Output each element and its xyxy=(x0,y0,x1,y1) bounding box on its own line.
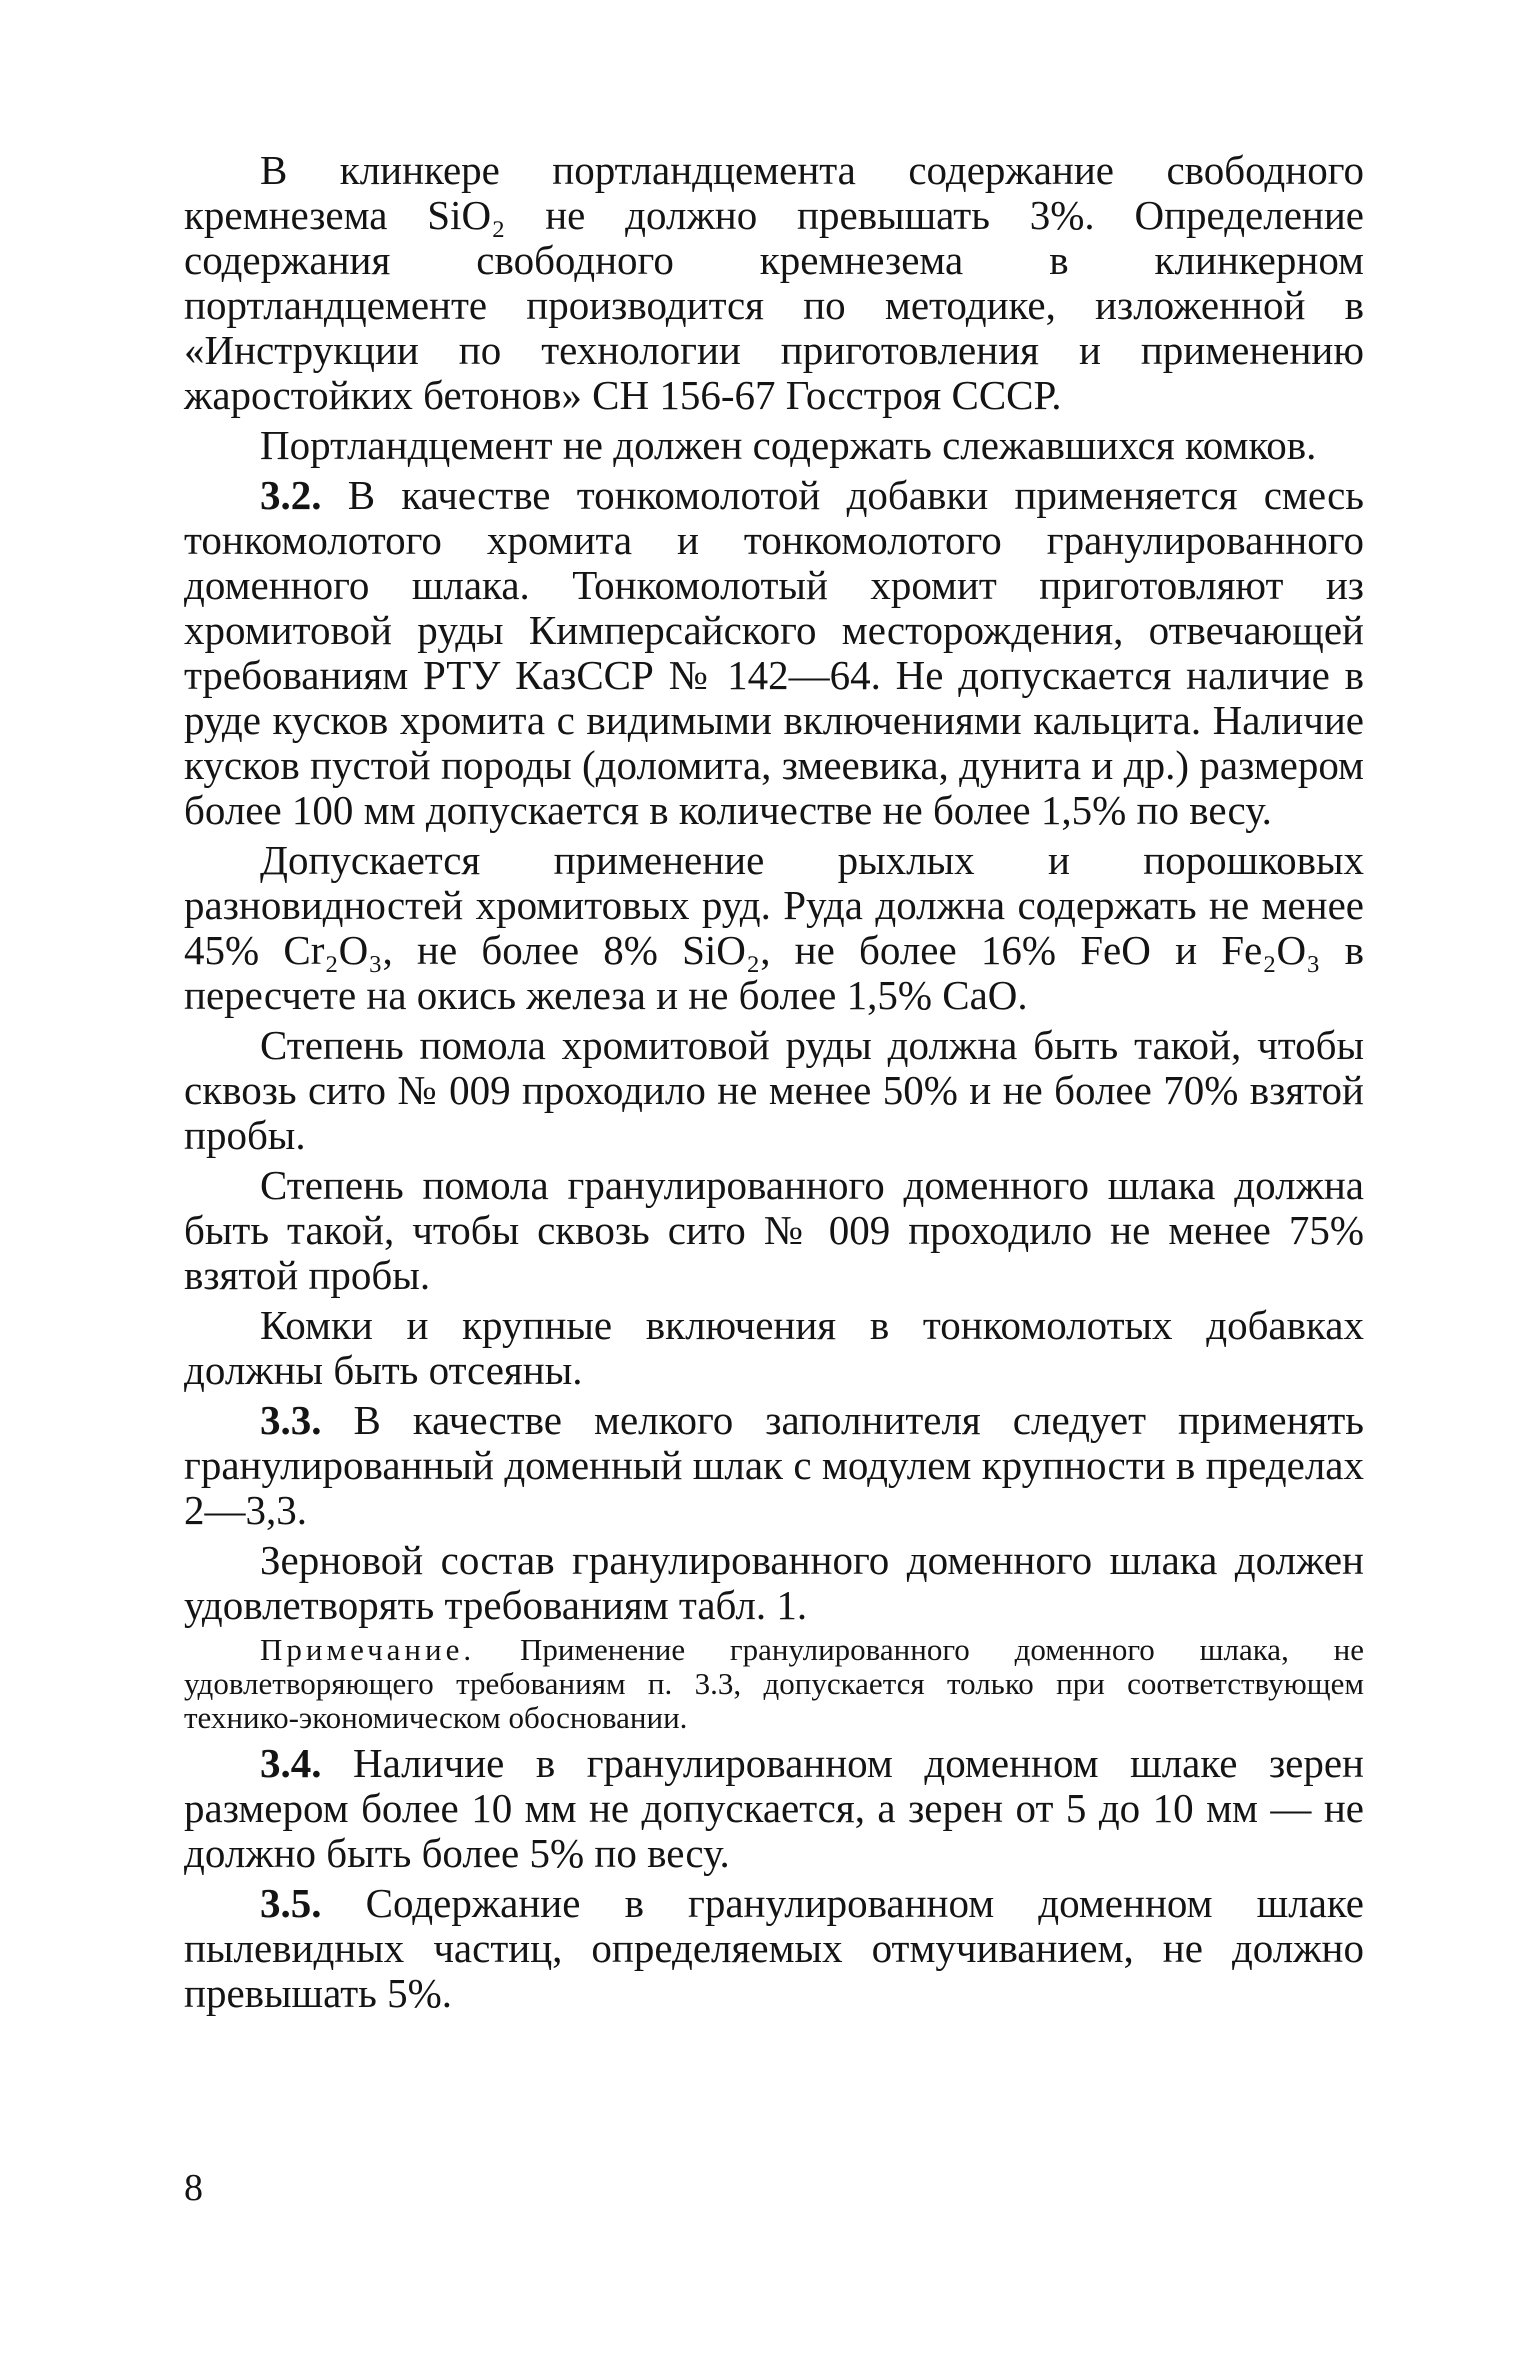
page-body xyxy=(184,148,1364,2021)
page-number: 8 xyxy=(184,2167,203,2209)
paragraph-3-4 xyxy=(184,1741,1364,1876)
note-text: Применение гранулированного доменного шлака, не удовлетворяющего требованиям п. 3.3, допускается только при соответствующем технико-экономическом обосновании. xyxy=(184,1632,1364,1735)
paragraph-3-2 xyxy=(184,473,1364,833)
paragraph-3-3 xyxy=(184,1398,1364,1533)
paragraph-sieving: Комки и крупные включения в тонкомолотых добавках должны быть отсеяны. xyxy=(184,1302,1364,1393)
paragraph-ore-composition: Допускается применение рыхлых и порошковых разновидностей хромитовых руд. Руда должна содержать не менее 45% Cr₂O₃, не более 8% SiO₂, не более 16% FeO и Fe₂O₃ в пересчете на окись железа и не более 1,5% CaO. xyxy=(184,837,1364,1018)
note-label: Примечание. xyxy=(260,1632,476,1667)
clause-number-3-5: 3.5. xyxy=(260,1880,322,1926)
clause-text-3-3: В качестве мелкого заполнителя следует применять гранулированный доменный шлак с модулем крупности в пределах 2—3,3. xyxy=(184,1397,1364,1533)
paragraph-clinker-silica: В клинкере портландцемента содержание свободного кремнезема SiO₂ не должно превышать 3%. Определение содержания свободного кремнезема в клинкерном портландцементе производится по методике, изложенной в «Инструкции по технологии приготовления и применению жаростойких бетонов» СН 156-67 Госстроя СССР. xyxy=(184,147,1364,418)
paragraph-slag-grinding: Степень помола гранулированного доменного шлака должна быть такой, чтобы сквозь сито № 009 проходило не менее 75% взятой пробы. xyxy=(184,1162,1364,1298)
clause-number-3-4: 3.4. xyxy=(260,1740,322,1786)
clause-number-3-2: 3.2. xyxy=(260,472,322,518)
clause-number-3-3: 3.3. xyxy=(260,1397,322,1443)
clause-text-3-2: В качестве тонкомолотой добавки применяется смесь тонкомолотого хромита и тонкомолотого гранулированного доменного шлака. Тонкомолотый хромит приготовляют из хромитовой руды Кимперсайского месторождения, отвечающей требованиям РТУ КазССР № 142—64. Не допускается наличие в руде кусков хромита с видимыми включениями кальцита. Наличие кусков пустой породы (доломита, змеевика, дунита и др.) размером более 100 мм допускается в количестве не более 1,5% по весу. xyxy=(184,472,1364,833)
clause-text-3-4: Наличие в гранулированном доменном шлаке зерен размером более 10 мм не допускается, а зерен от 5 до 10 мм — не должно быть более 5% по весу. xyxy=(184,1740,1364,1876)
paragraph-grain-composition: Зерновой состав гранулированного доменного шлака должен удовлетворять требованиям табл. 1. xyxy=(184,1537,1364,1628)
paragraph-3-5 xyxy=(184,1881,1364,2016)
note-paragraph xyxy=(184,1633,1364,1735)
paragraph-no-lumps: Портландцемент не должен содержать слежавшихся комков. xyxy=(260,422,1317,468)
paragraph-chromite-grinding: Степень помола хромитовой руды должна быть такой, чтобы сквозь сито № 009 проходило не менее 50% и не более 70% взятой пробы. xyxy=(184,1022,1364,1158)
clause-text-3-5: Содержание в гранулированном доменном шлаке пылевидных частиц, определяемых отмучиванием, не должно превышать 5%. xyxy=(184,1880,1364,2016)
